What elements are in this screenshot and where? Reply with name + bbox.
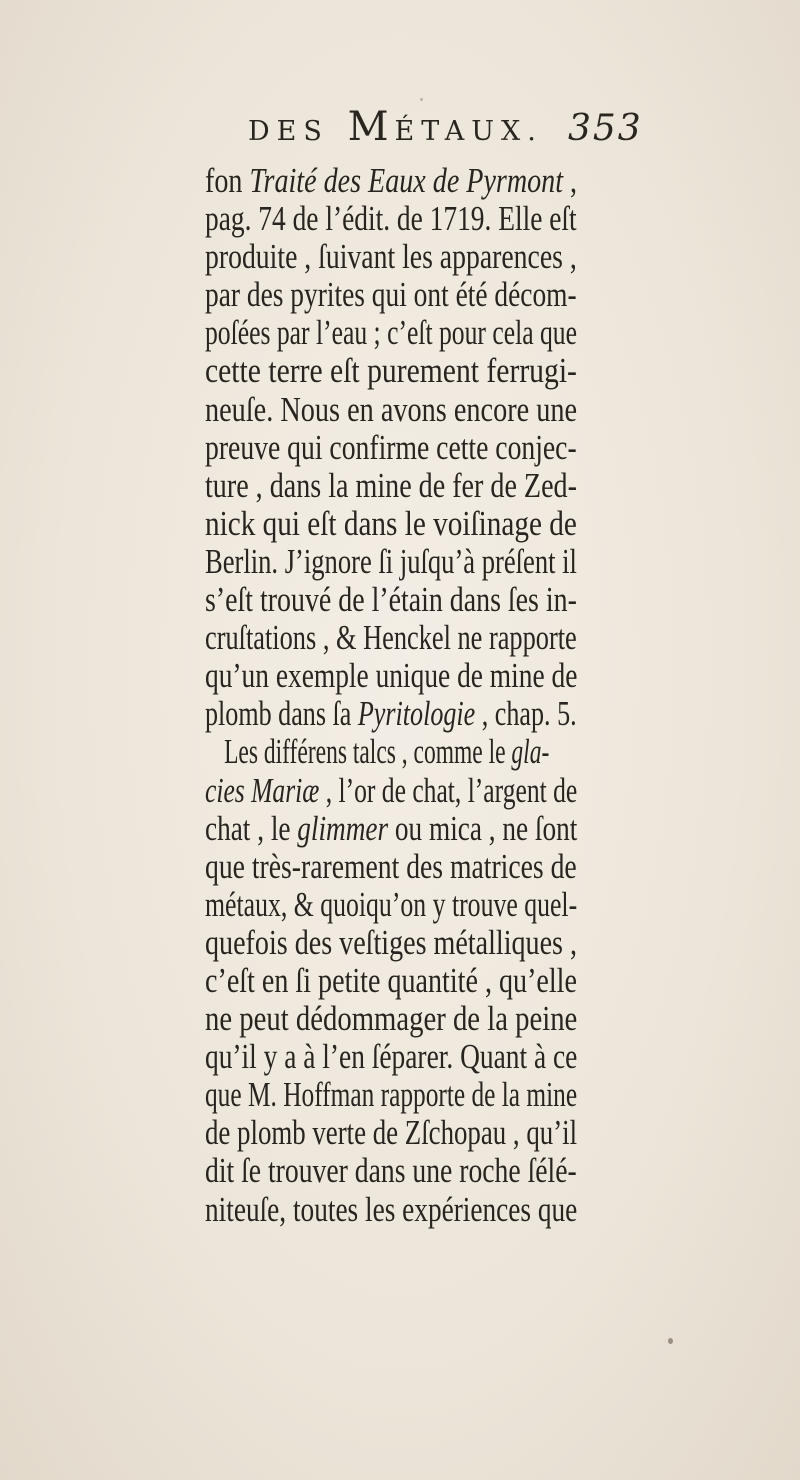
text-run: ne peut dédommager de la peine [205, 1000, 578, 1039]
page-number: 353 [568, 108, 643, 149]
text-line [205, 924, 577, 962]
body-text [205, 162, 577, 1229]
text-run: c’eſt en ſi petite quantité , qu’elle [205, 961, 577, 1000]
text-line [205, 619, 577, 657]
text-run: , chap. 5. [475, 695, 577, 734]
text-line [205, 1038, 577, 1076]
italic-text: Traité des Eaux de Pyrmont [249, 162, 564, 200]
text-run: plomb dans ſa [205, 695, 358, 734]
text-line [205, 314, 577, 352]
running-header [248, 96, 643, 166]
text-line [205, 276, 577, 314]
text-line [205, 1000, 577, 1038]
text-run: de plomb verte de Zſchopau , qu’il [205, 1114, 578, 1153]
text-line [205, 162, 577, 200]
text-line [205, 238, 577, 276]
text-line [205, 810, 577, 848]
text-line [205, 200, 577, 238]
text-line [205, 467, 577, 505]
text-line [205, 352, 577, 390]
text-run: fon [205, 162, 250, 200]
text-line [205, 886, 577, 924]
text-run: métaux, & quoiqu’on y trouve quel- [205, 885, 578, 924]
running-title-rest: ÉTAUX. [394, 116, 543, 147]
text-run: Berlin. J’ignore ſi juſqu’à préſent il [205, 542, 577, 581]
text-run: que très-rarement des matrices de [205, 847, 577, 886]
text-line [205, 733, 587, 771]
text-line [205, 1076, 577, 1114]
text-line [205, 391, 577, 429]
running-title [248, 104, 543, 150]
running-title-des: DES [248, 116, 329, 147]
text-line [205, 962, 577, 1000]
paper-speck [420, 98, 423, 101]
text-line [205, 429, 577, 467]
text-run: , [563, 162, 578, 200]
text-run: nick qui eſt dans le voiſinage de [205, 504, 577, 543]
italic-text: gla- [511, 733, 550, 772]
text-run: produite , ſuivant les apparences , [205, 238, 577, 277]
text-run: chat , le [205, 809, 298, 848]
text-line [205, 1114, 577, 1152]
text-line [205, 505, 577, 543]
text-run: dit ſe trouver dans une roche ſélé- [205, 1152, 577, 1191]
text-run: cette terre eſt purement ferrugi- [205, 352, 577, 391]
text-run: pag. 74 de l’édit. de 1719. Elle eſt [205, 200, 577, 239]
running-title-initial: M [347, 104, 395, 150]
text-run: par des pyrites qui ont été décom- [205, 276, 577, 315]
text-line [205, 1152, 577, 1190]
text-run: niteuſe, toutes les expériences que [205, 1190, 578, 1229]
text-run: , l’or de chat, l’argent de [319, 771, 578, 810]
text-line [205, 581, 577, 619]
italic-text: glimmer [297, 809, 389, 848]
text-run: cruſtations , & Henckel ne rapporte [205, 619, 577, 658]
text-run: qu’un exemple unique de mine de [205, 657, 578, 696]
text-line [205, 772, 577, 810]
text-run: que M. Hoffman rapporte de la mine [205, 1076, 578, 1115]
text-line [205, 543, 577, 581]
text-run: Les différens talcs , comme le [224, 733, 512, 772]
text-run: qu’il y a à l’en ſéparer. Quant à ce [205, 1038, 578, 1077]
text-line [205, 695, 577, 733]
text-run: ture , dans la mine de fer de Zed- [205, 466, 577, 505]
text-line [205, 848, 577, 886]
text-line [205, 657, 577, 695]
italic-text: Pyritologie [357, 695, 476, 734]
text-run: preuve qui confirme cette conjec- [205, 428, 577, 467]
text-run: s’eſt trouvé de l’étain dans ſes in- [205, 581, 577, 620]
text-run: poſées par l’eau ; c’eſt pour cela que [205, 314, 577, 353]
text-run: neuſe. Nous en avons encore une [205, 390, 578, 429]
paper-speck [668, 1338, 673, 1344]
text-run: quefois des veſtiges métalliques , [205, 923, 578, 962]
italic-text: cies Mariæ [205, 771, 320, 810]
text-run: ou mica , ne ſont [388, 809, 578, 848]
text-line [205, 1191, 577, 1229]
